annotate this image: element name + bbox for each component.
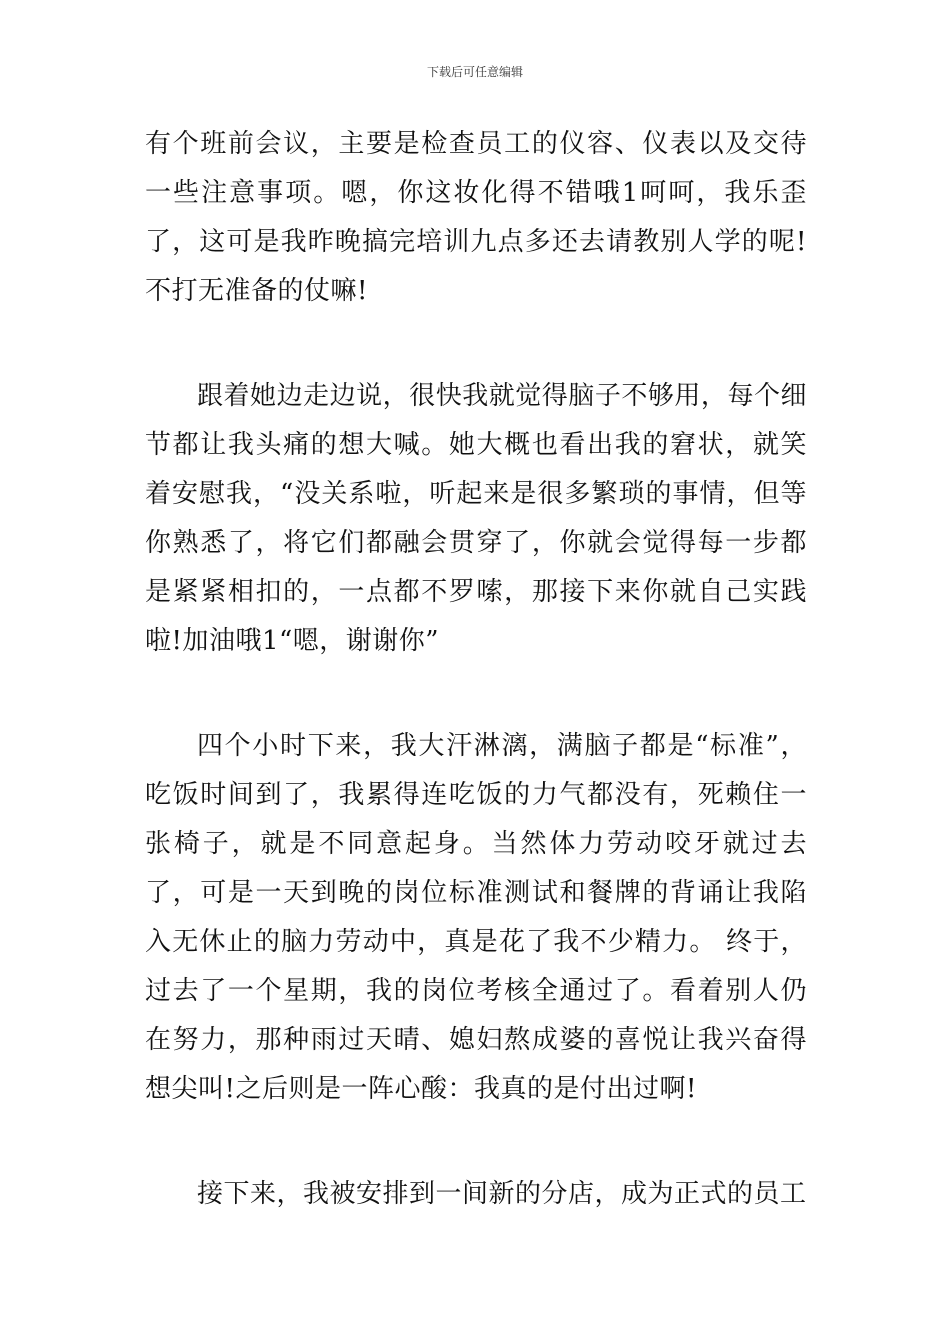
document-body	[145, 120, 807, 1275]
paragraph-3: 四个小时下来，我大汗淋漓，满脑子都是“标准”，吃饭时间到了，我累得连吃饭的力气都没有，死赖住一张椅子，就是不同意起身。当然体力劳动咬牙就过去了，可是一天到晚的岗位标准测试和餐牌的背诵让我陷入无休止的脑力劳动中，真是花了我不少精力。 终于，过去了一个星期，我的岗位考核全通过了。看着别人仍在努力，那种雨过天晴、媳妇熬成婆的喜悦让我兴奋得想尖叫!之后则是一阵心酸：我真的是付出过啊!	[145, 731, 807, 1104]
paragraph-2: 跟着她边走边说，很快我就觉得脑子不够用，每个细节都让我头痛的想大喊。她大概也看出我的窘状，就笑着安慰我，“没关系啦，听起来是很多繁琐的事情，但等你熟悉了，将它们都融会贯穿了，你就会觉得每一步都是紧紧相扣的，一点都不罗嗦，那接下来你就自己实践啦!加油哦1“嗯，谢谢你”	[145, 381, 807, 656]
page-header: 下载后可任意编辑	[426, 65, 523, 79]
paragraph-4: 接下来，我被安排到一间新的分店，成为正式的员工	[197, 1179, 807, 1209]
paragraph-1: 有个班前会议，主要是检查员工的仪容、仪表以及交待一些注意事项。嗯，你这妆化得不错哦1呵呵，我乐歪了，这可是我昨晚搞完培训九点多还去请教别人学的呢!不打无准备的仗嘛!	[145, 129, 807, 306]
